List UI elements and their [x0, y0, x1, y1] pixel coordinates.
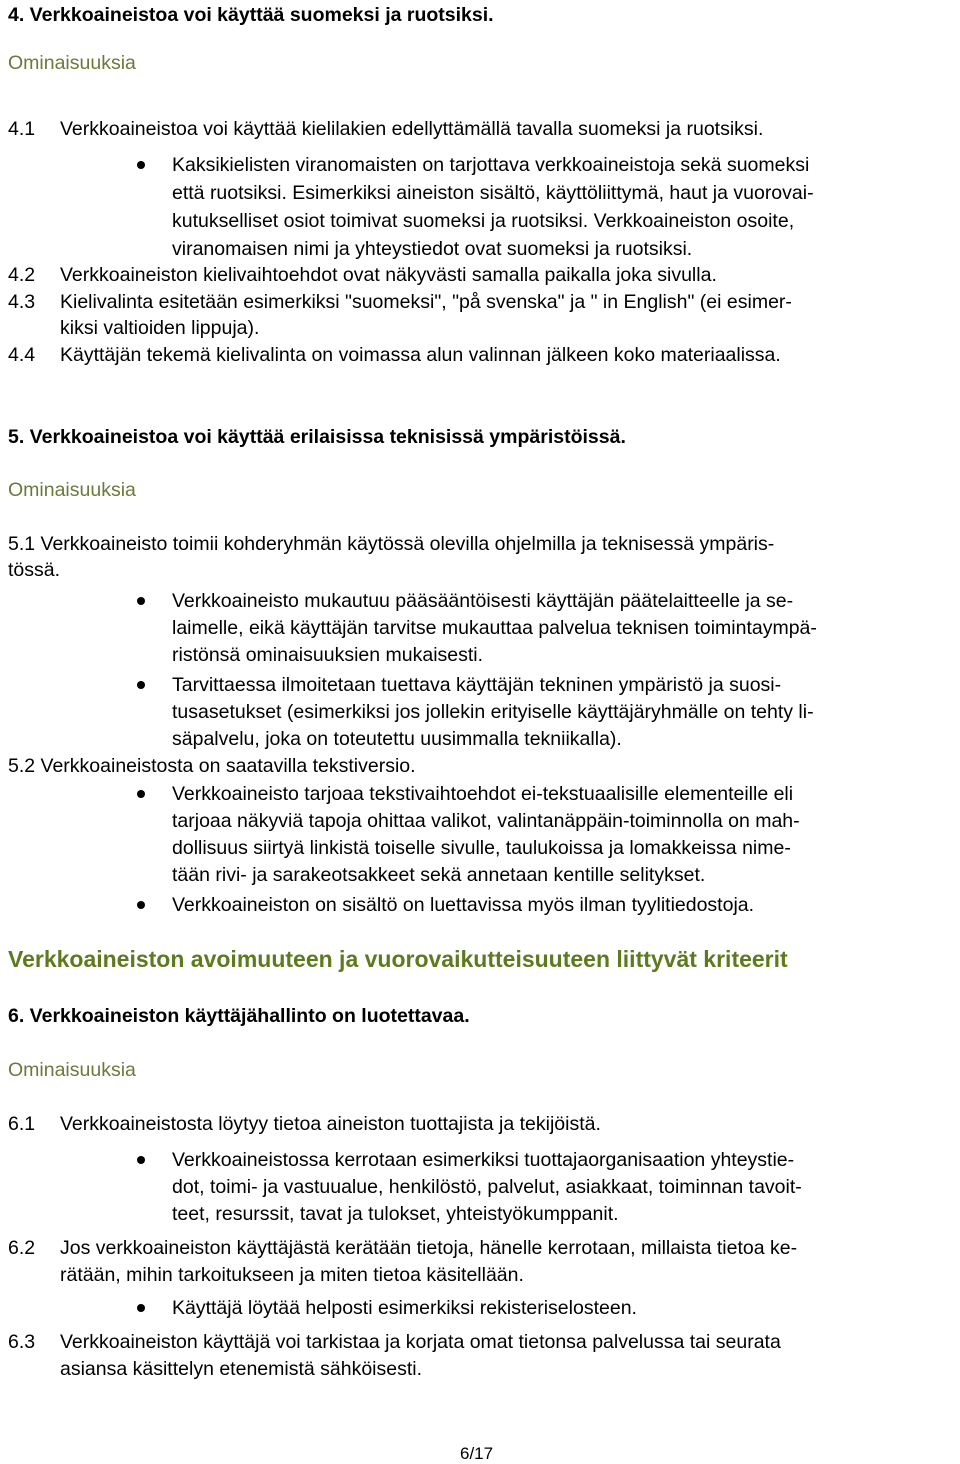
bullet-icon — [137, 1156, 145, 1164]
bullet-4-1-line1: Kaksikielisten viranomaisten on tarjottava verkkoaineistoja sekä suomeksi — [172, 154, 810, 176]
bullet-6-2-line1: Käyttäjä löytää helposti esimerkiksi rekisteriselosteen. — [172, 1297, 637, 1319]
page-number: 6/17 — [460, 1444, 494, 1463]
item-number: 6.1 — [8, 1113, 36, 1135]
item-number: 6.3 — [8, 1331, 36, 1353]
bullet-5-2a-line3: dollisuus siirtyä linkistä toiselle sivulle, taulukoissa ja lomakkeissa nime- — [172, 837, 791, 859]
bullet-5-1b-line1: Tarvittaessa ilmoitetaan tuettava käyttäjän tekninen ympäristö ja suosi- — [172, 674, 782, 696]
item-text: Verkkoaineistoa voi käyttää kielilakien edellyttämällä tavalla suomeksi ja ruotsiksi. — [60, 118, 764, 140]
bullet-5-1a-line2: laimelle, eikä käyttäjän tarvitse mukauttaa palvelua teknisen toimintaympä- — [172, 617, 817, 639]
item-number: 4.1 — [8, 118, 36, 140]
bullet-4-1-line2: että ruotsiksi. Esimerkiksi aineiston sisältö, käyttöliittymä, haut ja vuorovai- — [172, 182, 814, 204]
bullet-5-1b-line3: säpalvelu, joka on toteutettu uusimmalla tekniikalla). — [172, 728, 622, 750]
item-6-2-line2: rätään, mihin tarkoitukseen ja miten tietoa käsitellään. — [60, 1264, 524, 1286]
bullet-icon — [137, 901, 145, 909]
item-5-1-line1: 5.1 Verkkoaineisto toimii kohderyhmän käytössä olevilla ohjelmilla ja teknisessä ympäris- — [8, 533, 775, 555]
section-5-heading: 5. Verkkoaineistoa voi käyttää erilaisissa teknisissä ympäristöissä. — [8, 426, 626, 448]
item-5-2: 5.2 Verkkoaineistosta on saatavilla tekstiversio. — [8, 755, 416, 777]
item-6-3-line2: asiansa käsittelyn etenemistä sähköisesti. — [60, 1358, 423, 1380]
item-number: 4.2 — [8, 264, 36, 286]
bullet-5-1a-line3: ristönsä ominaisuuksien mukaisesti. — [172, 644, 484, 666]
item-text: Verkkoaineistosta löytyy tietoa aineiston tuottajista ja tekijöistä. — [60, 1113, 601, 1135]
section-6-subtitle: Ominaisuuksia — [8, 1059, 136, 1081]
item-number: 4.3 — [8, 291, 36, 313]
item-text: Kielivalinta esitetään esimerkiksi "suomeksi", "på svenska" ja " in English" (ei esimer- — [60, 291, 792, 313]
item-text: Käyttäjän tekemä kielivalinta on voimassa alun valinnan jälkeen koko materiaalissa. — [60, 344, 781, 366]
section-5-subtitle: Ominaisuuksia — [8, 479, 136, 501]
item-text: Jos verkkoaineiston käyttäjästä kerätään tietoja, hänelle kerrotaan, millaista tietoa ke- — [60, 1237, 798, 1259]
item-number: 4.4 — [8, 344, 36, 366]
bullet-6-1-line2: dot, toimi- ja vastuualue, henkilöstö, palvelut, asiakkaat, toiminnan tavoit- — [172, 1176, 802, 1198]
section-4-heading: 4. Verkkoaineistoa voi käyttää suomeksi ja ruotsiksi. — [8, 4, 494, 26]
criteria-heading: Verkkoaineiston avoimuuteen ja vuorovaikutteisuuteen liittyvät kriteerit — [8, 946, 788, 972]
section-6-heading: 6. Verkkoaineiston käyttäjähallinto on luotettavaa. — [8, 1005, 470, 1027]
bullet-icon — [137, 681, 145, 689]
item-text: Verkkoaineiston kielivaihtoehdot ovat näkyvästi samalla paikalla joka sivulla. — [60, 264, 717, 286]
bullet-4-1-line3: kutukselliset osiot toimivat suomeksi ja ruotsiksi. Verkkoaineiston osoite, — [172, 210, 795, 232]
bullet-icon — [137, 597, 145, 605]
bullet-5-2a-line1: Verkkoaineisto tarjoaa tekstivaihtoehdot ei-tekstuaalisille elementeille eli — [172, 783, 794, 805]
bullet-4-1-line4: viranomaisen nimi ja yhteystiedot ovat suomeksi ja ruotsiksi. — [172, 238, 693, 260]
bullet-5-1a-line1: Verkkoaineisto mukautuu pääsääntöisesti käyttäjän päätelaitteelle ja se- — [172, 590, 794, 612]
bullet-6-1-line1: Verkkoaineistossa kerrotaan esimerkiksi tuottajaorganisaation yhteystie- — [172, 1149, 795, 1171]
item-number: 6.2 — [8, 1237, 36, 1259]
item-4-3-line2: kiksi valtioiden lippuja). — [60, 317, 260, 339]
bullet-icon — [137, 161, 145, 169]
item-text: Verkkoaineiston käyttäjä voi tarkistaa ja korjata omat tietonsa palvelussa tai seurata — [60, 1331, 781, 1353]
bullet-6-1-line3: teet, resurssit, tavat ja tulokset, yhteistyökumppanit. — [172, 1203, 619, 1225]
bullet-5-1b-line2: tusasetukset (esimerkiksi jos jollekin erityiselle käyttäjäryhmälle on tehty li- — [172, 701, 814, 723]
bullet-5-2a-line2: tarjoaa näkyviä tapoja ohittaa valikot, valintanäppäin-toiminnolla on mah- — [172, 810, 800, 832]
bullet-icon — [137, 790, 145, 798]
bullet-5-2a-line4: tään rivi- ja sarakeotsakkeet sekä annetaan kentille selitykset. — [172, 864, 706, 886]
section-4-subtitle: Ominaisuuksia — [8, 52, 136, 74]
item-5-1-line2: tössä. — [8, 559, 61, 581]
bullet-5-2b-line1: Verkkoaineiston on sisältö on luettavissa myös ilman tyylitiedostoja. — [172, 894, 755, 916]
bullet-icon — [137, 1304, 145, 1312]
